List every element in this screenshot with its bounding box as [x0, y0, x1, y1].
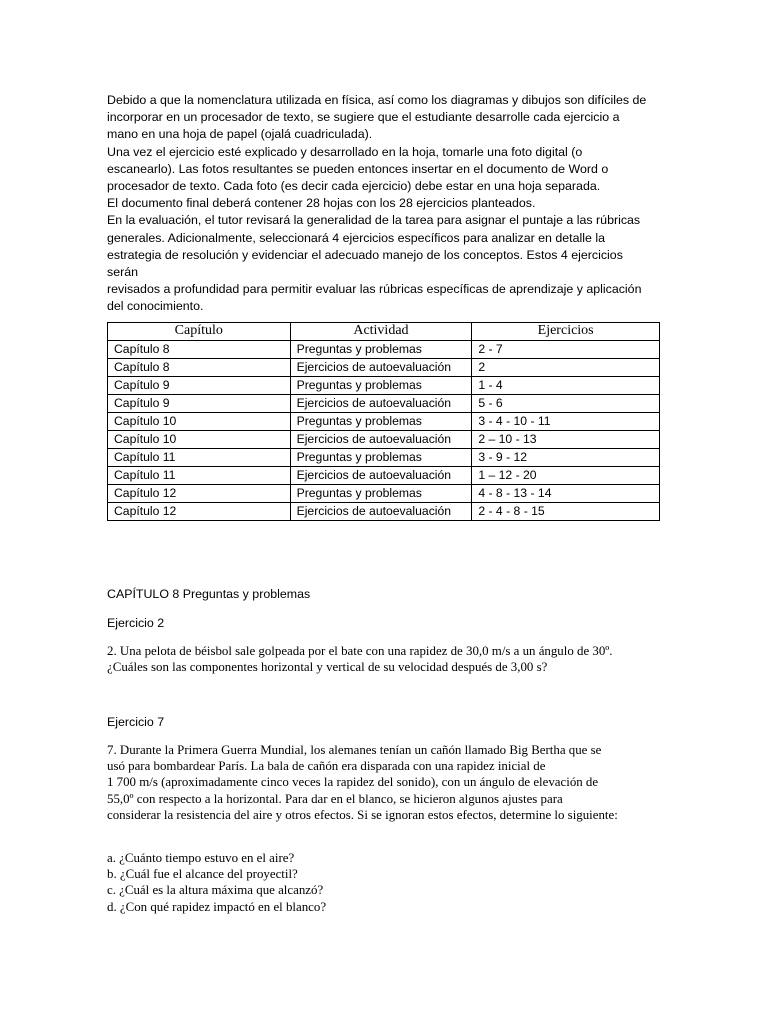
intro-paragraph	[107, 92, 667, 316]
table-row	[108, 412, 660, 430]
cell-actividad: Ejercicios de autoevaluación	[290, 394, 472, 412]
cell-actividad: Preguntas y problemas	[290, 484, 472, 502]
exercise-7-statement	[107, 742, 618, 823]
cell-ejercicios: 2 – 10 - 13	[472, 430, 660, 448]
exercise-2-title: Ejercicio 2	[107, 616, 165, 630]
question-item: c. ¿Cuál es la altura máxima que alcanzó?	[107, 883, 324, 898]
cell-capitulo: Capítulo 11	[108, 466, 291, 484]
table-row	[108, 448, 660, 466]
intro-line: estrategia de resolución y evidenciar el adecuado manejo de los conceptos. Estos 4 ejercicios	[107, 247, 623, 262]
cell-actividad: Ejercicios de autoevaluación	[290, 430, 472, 448]
exercise-table	[107, 322, 660, 521]
intro-line: Una vez el ejercicio esté explicado y desarrollado en la hoja, tomarle una foto digital (o	[107, 144, 583, 159]
question-item: a. ¿Cuánto tiempo estuvo en el aire?	[107, 851, 295, 865]
cell-actividad: Ejercicios de autoevaluación	[290, 358, 472, 376]
intro-line: generales. Adicionalmente, seleccionará 4 ejercicios específicos para analizar en detalle la	[107, 230, 605, 245]
cell-ejercicios: 1 – 12 - 20	[472, 466, 660, 484]
table-row	[108, 430, 660, 448]
statement-line: 7. Durante la Primera Guerra Mundial, los alemanes tenían un cañón llamado Big Bertha que se	[107, 743, 602, 757]
cell-actividad: Ejercicios de autoevaluación	[290, 466, 472, 484]
table-row	[108, 340, 660, 358]
exercise-7-questions	[107, 850, 326, 915]
cell-ejercicios: 1 - 4	[472, 376, 660, 394]
intro-line: Debido a que la nomenclatura utilizada en física, así como los diagramas y dibujos son difíciles de	[107, 93, 647, 107]
table-row	[108, 466, 660, 484]
intro-line: En la evaluación, el tutor revisará la generalidad de la tarea para asignar el puntaje a las rúbricas	[107, 213, 641, 228]
cell-capitulo: Capítulo 11	[108, 448, 291, 466]
intro-line: El documento final deberá contener 28 hojas con los 28 ejercicios planteados.	[107, 196, 536, 211]
cell-ejercicios: 3 - 4 - 10 - 11	[472, 412, 660, 430]
cell-capitulo: Capítulo 10	[108, 430, 291, 448]
table-row	[108, 358, 660, 376]
cell-ejercicios: 2 - 4 - 8 - 15	[472, 502, 660, 520]
intro-line: escanearlo). Las fotos resultantes se pueden entonces insertar en el documento de Word o	[107, 161, 609, 176]
cell-actividad: Preguntas y problemas	[290, 412, 472, 430]
statement-line: considerar la resistencia del aire y otros efectos. Si se ignoran estos efectos, determine lo siguiente:	[107, 807, 618, 822]
table-row	[108, 376, 660, 394]
intro-line: mano en una hoja de papel (ojalá cuadriculada).	[107, 127, 373, 142]
document-page	[107, 92, 667, 521]
cell-actividad: Preguntas y problemas	[290, 340, 472, 358]
cell-capitulo: Capítulo 12	[108, 484, 291, 502]
cell-capitulo: Capítulo 8	[108, 340, 291, 358]
intro-line: procesador de texto. Cada foto (es decir cada ejercicio) debe estar en una hoja separada.	[107, 179, 601, 194]
cell-capitulo: Capítulo 12	[108, 502, 291, 520]
question-item: d. ¿Con qué rapidez impactó en el blanco?	[107, 899, 327, 914]
cell-ejercicios: 2	[472, 358, 660, 376]
exercise-7-title: Ejercicio 7	[107, 715, 165, 729]
table-row	[108, 394, 660, 412]
intro-line: del conocimiento.	[107, 299, 204, 314]
cell-actividad: Preguntas y problemas	[290, 448, 472, 466]
table-row	[108, 484, 660, 502]
chapter-heading: CAPÍTULO 8 Preguntas y problemas	[107, 587, 311, 601]
cell-capitulo: Capítulo 10	[108, 412, 291, 430]
statement-line: 55,0º con respecto a la horizontal. Para dar en el blanco, se hicieron algunos ajustes para	[107, 791, 563, 806]
cell-ejercicios: 3 - 9 - 12	[472, 448, 660, 466]
statement-line: usó para bombardear París. La bala de cañón era disparada con una rapidez inicial de	[107, 759, 546, 774]
cell-capitulo: Capítulo 8	[108, 358, 291, 376]
cell-ejercicios: 5 - 6	[472, 394, 660, 412]
statement-line: 1 700 m/s (aproximadamente cinco veces la rapidez del sonido), con un ángulo de elevación de	[107, 775, 599, 790]
question-item: b. ¿Cuál fue el alcance del proyectil?	[107, 867, 298, 882]
cell-capitulo: Capítulo 9	[108, 376, 291, 394]
header-ejercicios: Ejercicios	[472, 322, 660, 340]
cell-actividad: Preguntas y problemas	[290, 376, 472, 394]
intro-line: revisados a profundidad para permitir evaluar las rúbricas específicas de aprendizaje y aplicación	[107, 282, 642, 297]
header-capitulo: Capítulo	[108, 322, 291, 340]
statement-line: 2. Una pelota de béisbol sale golpeada por el bate con una rapidez de 30,0 m/s a un ángulo de 30º.	[107, 644, 613, 658]
cell-capitulo: Capítulo 9	[108, 394, 291, 412]
exercise-2-statement	[107, 643, 613, 675]
cell-actividad: Ejercicios de autoevaluación	[290, 502, 472, 520]
header-actividad: Actividad	[290, 322, 472, 340]
statement-line: ¿Cuáles son las componentes horizontal y vertical de su velocidad después de 3,00 s?	[107, 660, 548, 675]
intro-line: serán	[107, 265, 138, 280]
intro-line: incorporar en un procesador de texto, se sugiere que el estudiante desarrolle cada ejercicio a	[107, 110, 620, 125]
table-row	[108, 502, 660, 520]
table-header-row	[108, 322, 660, 340]
cell-ejercicios: 4 - 8 - 13 - 14	[472, 484, 660, 502]
cell-ejercicios: 2 - 7	[472, 340, 660, 358]
